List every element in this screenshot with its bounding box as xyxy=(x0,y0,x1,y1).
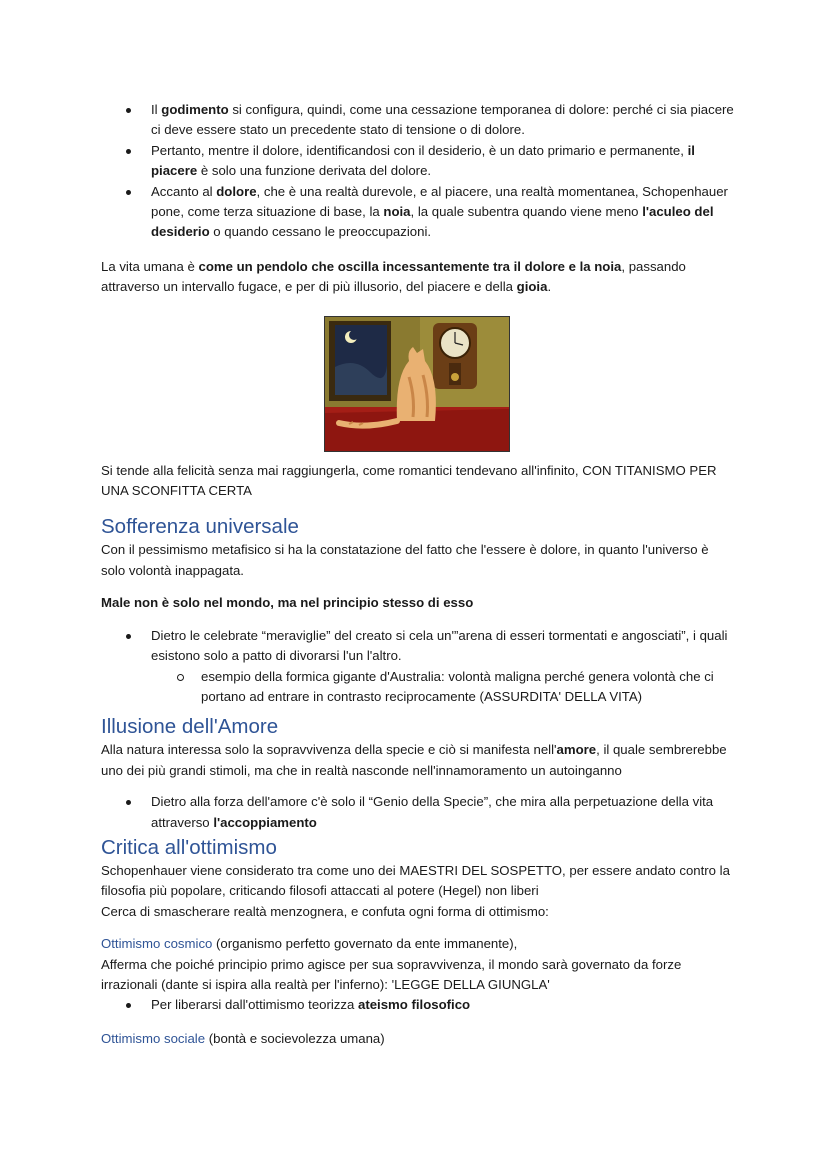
list-item: Il godimento si configura, quindi, come una cessazione temporanea di dolore: perché ci sia piacere ci deve essere stato un precedente stato di tensione o di dolore. xyxy=(101,100,736,141)
ottimismo-cosmico-label: Ottimismo cosmico xyxy=(101,936,213,952)
pendulum-paragraph: La vita umana è come un pendolo che oscilla incessantemente tra il dolore e la noia, passando attraverso un intervallo fugace, e per di più illusorio, del piacere e della gioia. xyxy=(101,258,686,295)
cat-clock-painting xyxy=(324,316,510,452)
ottimismo-cosmico-body: Afferma che poiché principio primo agisce per sua sopravvivenza, il mondo sarà governato da forze irrazionali (dante si ispira alla realtà per l'inferno): 'LEGGE DELLA GIUNGLA' xyxy=(101,956,682,992)
ottimismo-sociale-label: Ottimismo sociale xyxy=(101,1030,206,1046)
ottimismo-line2: Cerca di smascherare realtà menzognera, e confuta ogni forma di ottimismo: xyxy=(101,903,549,919)
sofferenza-paragraph: Con il pessimismo metafisico si ha la constatazione del fatto che l'essere è dolore, in quanto l'universo è solo volontà inappagata. xyxy=(101,542,709,578)
sofferenza-bold-line: Male non è solo nel mondo, ma nel principio stesso di esso xyxy=(101,595,474,611)
list-item: Dietro alla forza dell'amore c'è solo il “Genio della Specie”, che mira alla perpetuazione della vita attraverso l'accoppiamento xyxy=(101,792,736,833)
sofferenza-bullet-list xyxy=(101,626,736,708)
ottimismo-sociale-line: Ottimismo sociale (bontà e socievolezza umana) xyxy=(101,1030,385,1046)
bold-term: l'aculeo del desiderio xyxy=(151,204,714,240)
bold-term: noia xyxy=(383,204,411,220)
sub-list-item: esempio della formica gigante d'Australia: volontà maligna perché genera volontà che ci portano ad entrare in contrasto reciprocamente (ASSURDITA' DELLA VITA) xyxy=(101,667,736,708)
bold-term: il piacere xyxy=(151,142,695,179)
sub-bullet-list xyxy=(151,667,736,708)
felicita-paragraph: Si tende alla felicità senza mai raggiungerla, come romantici tendevano all'infinito, CON TITANISMO PER UNA SCONFITTA CERTA xyxy=(101,462,717,499)
amore-paragraph: Alla natura interessa solo la sopravvivenza della specie e ciò si manifesta nell'amore, il quale sembrerebbe uno dei più grandi stimoli, ma che in realtà nasconde nell'innamoramento un autoinganno xyxy=(101,742,727,778)
list-item: Dietro le celebrate “meraviglie” del creato si cela un'”arena di esseri tormentati e angosciati”, i quali esistono solo a patto di divorarsi l'un l'altro. esempio della formica gigante d'Australia: volontà maligna perché genera volontà che ci portano ad entrare in contrasto reciprocamente (ASSURDITA' DELLA VITA) xyxy=(101,626,736,708)
bold-term: godimento xyxy=(161,102,229,117)
section-title-sofferenza: Sofferenza universale xyxy=(101,515,299,539)
list-item: Accanto al dolore, che è una realtà durevole, e al piacere, una realtà momentanea, Schopenhauer pone, come terza situazione di base, la noia, la quale subentra quando viene meno l'aculeo del desiderio o quando cessano le preoccupazioni. xyxy=(101,182,736,243)
intro-bullet-list xyxy=(101,100,736,243)
ottimismo-cosmico-line: Ottimismo cosmico (organismo perfetto governato da ente immanente), xyxy=(101,936,518,952)
section-title-amore: Illusione dell'Amore xyxy=(101,715,279,739)
ottimismo-paragraph: Schopenhauer viene considerato tra come uno dei MAESTRI DEL SOSPETTO, per essere andato contro la filosofia più popolare, criticando filosofi attaccati al potere (Hegel) non liberi xyxy=(101,862,730,899)
amore-bullet-list xyxy=(101,792,736,833)
list-item: Pertanto, mentre il dolore, identificandosi con il desiderio, è un dato primario e permanente, il piacere è solo una funzione derivata del dolore. xyxy=(101,141,736,182)
ottimismo-bullet-list xyxy=(101,995,736,1015)
list-item: Per liberarsi dall'ottimismo teorizza ateismo filosofico xyxy=(101,995,736,1015)
document-content xyxy=(101,100,736,1049)
bold-term: dolore xyxy=(216,183,257,199)
section-title-ottimismo: Critica all'ottimismo xyxy=(101,835,277,859)
